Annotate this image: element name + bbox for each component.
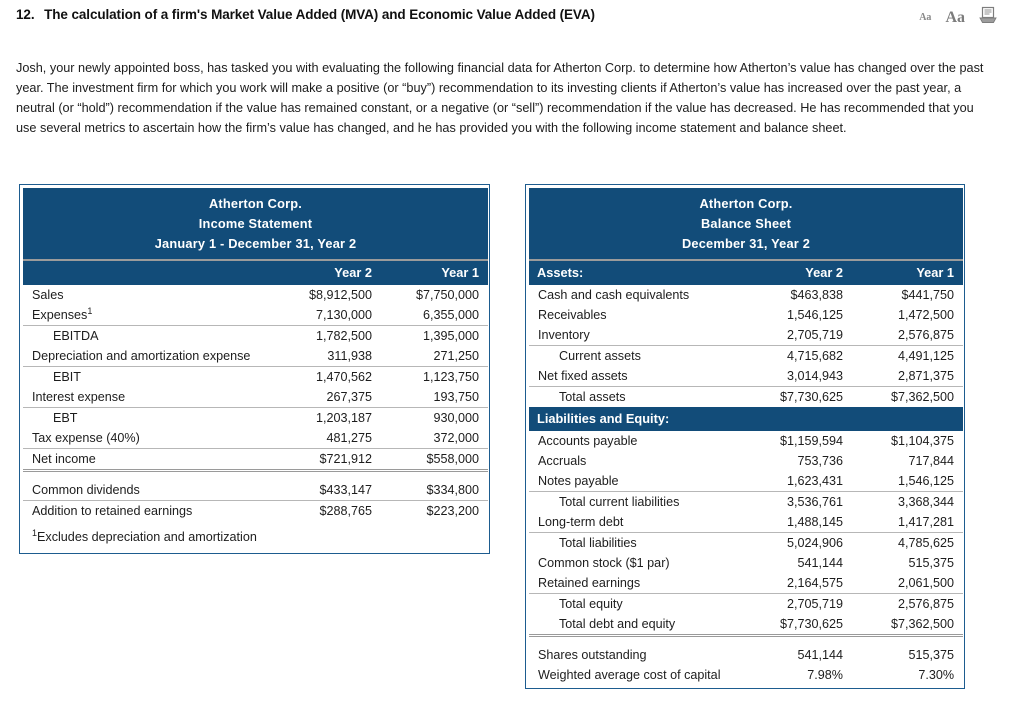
bs-liab-row-year1-value: 4,785,625 (852, 533, 963, 554)
is-row-label: EBT (23, 408, 275, 429)
is-col-year1: Year 1 (381, 260, 488, 285)
table-row (529, 285, 963, 305)
bs-asset-row-label: Total assets (529, 387, 747, 408)
balance-sheet-grid (529, 188, 963, 685)
bs-liab-row-label: Accounts payable (529, 431, 747, 451)
is-column-header-row (23, 260, 488, 285)
is-title-row-1 (23, 188, 488, 213)
table-row (23, 387, 488, 408)
bs-statement-name: Balance Sheet (529, 213, 963, 233)
bs-liab-row-label: Common stock ($1 par) (529, 553, 747, 573)
bs-company-name: Atherton Corp. (529, 188, 963, 213)
table-row (23, 501, 488, 522)
bs-assets-header-row (529, 260, 963, 285)
is-row-label: Tax expense (40%) (23, 428, 275, 449)
is-row-year1-value: 193,750 (381, 387, 488, 408)
is-row-label: Common dividends (23, 471, 275, 501)
bs-asset-row-year1-value: 2,871,375 (852, 366, 963, 387)
table-row (529, 533, 963, 554)
is-row-year1-value: 930,000 (381, 408, 488, 429)
is-row-year2-value: 7,130,000 (275, 305, 381, 326)
is-footnote-marker: 1 (32, 527, 38, 538)
balance-sheet-assets-body (529, 285, 963, 407)
bs-liab-row-year2-value: 753,736 (747, 451, 852, 471)
is-col-year2: Year 2 (275, 260, 381, 285)
bs-col-year2: Year 2 (747, 260, 852, 285)
is-row-year1-value: $223,200 (381, 501, 488, 522)
is-blank-header (23, 260, 275, 285)
bs-asset-row-year1-value: $7,362,500 (852, 387, 963, 408)
bs-liab-row-label: Accruals (529, 451, 747, 471)
is-row-year2-value: $721,912 (275, 449, 381, 471)
is-row-year1-value: $558,000 (381, 449, 488, 471)
income-statement-body (23, 285, 488, 521)
is-row-year2-value: 1,203,187 (275, 408, 381, 429)
bs-liab-row-year1-value: 2,576,875 (852, 594, 963, 615)
balance-sheet-table (525, 184, 965, 689)
bs-asset-row-year2-value: 3,014,943 (747, 366, 852, 387)
bs-liab-row-year2-value: 1,623,431 (747, 471, 852, 492)
table-row (529, 614, 963, 636)
bs-liab-row-year2-value: 2,705,719 (747, 594, 852, 615)
bs-liab-row-year2-value: 541,144 (747, 636, 852, 666)
bs-asset-row-year2-value: $463,838 (747, 285, 852, 305)
table-row (23, 326, 488, 347)
is-footnote-row (23, 521, 488, 550)
bs-liab-row-label: Total debt and equity (529, 614, 747, 636)
bs-asset-row-label: Receivables (529, 305, 747, 325)
is-row-label: Interest expense (23, 387, 275, 408)
is-row-label: Addition to retained earnings (23, 501, 275, 522)
bs-liab-row-label: Total liabilities (529, 533, 747, 554)
table-row (23, 305, 488, 326)
table-row (529, 305, 963, 325)
is-title-row-2 (23, 213, 488, 233)
is-row-footnote-marker: 1 (87, 305, 93, 316)
bs-asset-row-year1-value: 1,472,500 (852, 305, 963, 325)
table-row (529, 492, 963, 513)
table-row (23, 346, 488, 367)
table-row (23, 285, 488, 305)
bs-asset-row-label: Net fixed assets (529, 366, 747, 387)
table-row (529, 512, 963, 533)
bs-liab-row-year2-value: 5,024,906 (747, 533, 852, 554)
bs-liab-row-year1-value: 3,368,344 (852, 492, 963, 513)
bs-liab-row-year1-value: $1,104,375 (852, 431, 963, 451)
is-title-row-3 (23, 233, 488, 260)
bs-asset-row-label: Inventory (529, 325, 747, 346)
income-statement-grid (23, 188, 488, 550)
is-row-year2-value: 1,782,500 (275, 326, 381, 347)
is-row-label: Sales (23, 285, 275, 305)
table-row (23, 367, 488, 388)
is-row-year2-value: 267,375 (275, 387, 381, 408)
is-row-year2-value: $288,765 (275, 501, 381, 522)
is-row-year1-value: 372,000 (381, 428, 488, 449)
decrease-font-button[interactable]: Aa (919, 11, 932, 23)
bs-title-row-3 (529, 233, 963, 260)
question-number: 12. (16, 7, 35, 22)
is-row-year1-value: 6,355,000 (381, 305, 488, 326)
bs-asset-row-year1-value: 4,491,125 (852, 346, 963, 367)
bs-asset-row-year1-value: $441,750 (852, 285, 963, 305)
is-row-year2-value: 311,938 (275, 346, 381, 367)
bs-liab-row-year2-value: 7.98% (747, 665, 852, 685)
table-row (529, 346, 963, 367)
bs-liab-row-year1-value: 1,546,125 (852, 471, 963, 492)
bs-liab-row-year1-value: $7,362,500 (852, 614, 963, 636)
bs-title-row-1 (529, 188, 963, 213)
is-row-label: Depreciation and amortization expense (23, 346, 275, 367)
table-row (529, 636, 963, 666)
bs-liab-row-label: Shares outstanding (529, 636, 747, 666)
is-period: January 1 - December 31, Year 2 (23, 233, 488, 260)
table-row (529, 573, 963, 594)
bs-liab-row-year2-value: 2,164,575 (747, 573, 852, 594)
bs-asset-row-label: Current assets (529, 346, 747, 367)
is-row-year2-value: $8,912,500 (275, 285, 381, 305)
balance-sheet-liabilities-body (529, 431, 963, 685)
is-footnote (23, 521, 488, 550)
bs-asset-row-year2-value: 4,715,682 (747, 346, 852, 367)
is-row-label: Expenses$^1$ (23, 305, 275, 326)
bs-asset-row-label: Cash and cash equivalents (529, 285, 747, 305)
increase-font-button[interactable]: Aa (945, 8, 965, 26)
bs-liab-row-year1-value: 1,417,281 (852, 512, 963, 533)
table-row (529, 431, 963, 451)
bs-liab-row-year2-value: 541,144 (747, 553, 852, 573)
table-row (529, 451, 963, 471)
table-row (529, 325, 963, 346)
table-row (23, 408, 488, 429)
is-row-year1-value: $334,800 (381, 471, 488, 501)
print-icon[interactable] (979, 6, 997, 29)
table-row (529, 471, 963, 492)
bs-liabilities-header: Liabilities and Equity: (529, 407, 963, 431)
bs-liab-row-year2-value: 3,536,761 (747, 492, 852, 513)
bs-liab-row-label: Weighted average cost of capital (529, 665, 747, 685)
is-statement-name: Income Statement (23, 213, 488, 233)
bs-liab-row-label: Retained earnings (529, 573, 747, 594)
bs-liab-row-label: Total equity (529, 594, 747, 615)
question-header (16, 4, 896, 27)
bs-liab-row-label: Total current liabilities (529, 492, 747, 513)
bs-liab-row-year1-value: 515,375 (852, 553, 963, 573)
bs-liab-row-year1-value: 7.30% (852, 665, 963, 685)
is-row-year1-value: 271,250 (381, 346, 488, 367)
is-row-year2-value: 1,470,562 (275, 367, 381, 388)
is-row-year1-value: 1,395,000 (381, 326, 488, 347)
bs-liab-row-label: Notes payable (529, 471, 747, 492)
bs-liab-row-year1-value: 717,844 (852, 451, 963, 471)
table-row (529, 387, 963, 408)
bs-period: December 31, Year 2 (529, 233, 963, 260)
is-footnote-text: Excludes depreciation and amortization (37, 530, 257, 544)
is-row-label: Net income (23, 449, 275, 471)
table-row (23, 471, 488, 501)
is-row-label: EBITDA (23, 326, 275, 347)
bs-assets-header: Assets: (529, 260, 747, 285)
bs-liab-row-year1-value: 2,061,500 (852, 573, 963, 594)
table-row (529, 665, 963, 685)
bs-title-row-2 (529, 213, 963, 233)
table-row (23, 449, 488, 471)
table-row (529, 553, 963, 573)
bs-asset-row-year2-value: 2,705,719 (747, 325, 852, 346)
bs-liab-row-year1-value: 515,375 (852, 636, 963, 666)
is-row-year2-value: $433,147 (275, 471, 381, 501)
is-row-label: EBIT (23, 367, 275, 388)
bs-asset-row-year2-value: $7,730,625 (747, 387, 852, 408)
table-row (23, 428, 488, 449)
is-company-name: Atherton Corp. (23, 188, 488, 213)
font-toolbar (919, 6, 997, 29)
table-row (529, 594, 963, 615)
bs-asset-row-year2-value: 1,546,125 (747, 305, 852, 325)
question-body-paragraph: Josh, your newly appointed boss, has tasked you with evaluating the following financial data for Atherton Corp. to determine how Atherton’s value has changed over the past year. The investment firm for which you work will make a positive (or “buy”) recommendation to its investing clients if Atherton’s value has increased over the past year, a neutral (or “hold”) recommendation if the value has remained constant, or a negative (or “sell”) recommendation if the value has decreased. He has recommended that you use several metrics to ascertain how the firm’s value has changed, and he has provided you with the following income statement and balance sheet. (16, 61, 984, 135)
bs-asset-row-year1-value: 2,576,875 (852, 325, 963, 346)
is-row-year1-value: 1,123,750 (381, 367, 488, 388)
bs-liab-row-label: Long-term debt (529, 512, 747, 533)
bs-liab-row-year2-value: 1,488,145 (747, 512, 852, 533)
question-title-text: The calculation of a firm's Market Value Added (MVA) and Economic Value Added (EVA) (44, 7, 595, 22)
is-row-year1-value: $7,750,000 (381, 285, 488, 305)
bs-liab-row-year2-value: $1,159,594 (747, 431, 852, 451)
bs-liabilities-header-row (529, 407, 963, 431)
income-statement-table (19, 184, 490, 554)
is-row-year2-value: 481,275 (275, 428, 381, 449)
table-row (529, 366, 963, 387)
bs-col-year1: Year 1 (852, 260, 963, 285)
bs-liab-row-year2-value: $7,730,625 (747, 614, 852, 636)
page-title (16, 4, 896, 27)
